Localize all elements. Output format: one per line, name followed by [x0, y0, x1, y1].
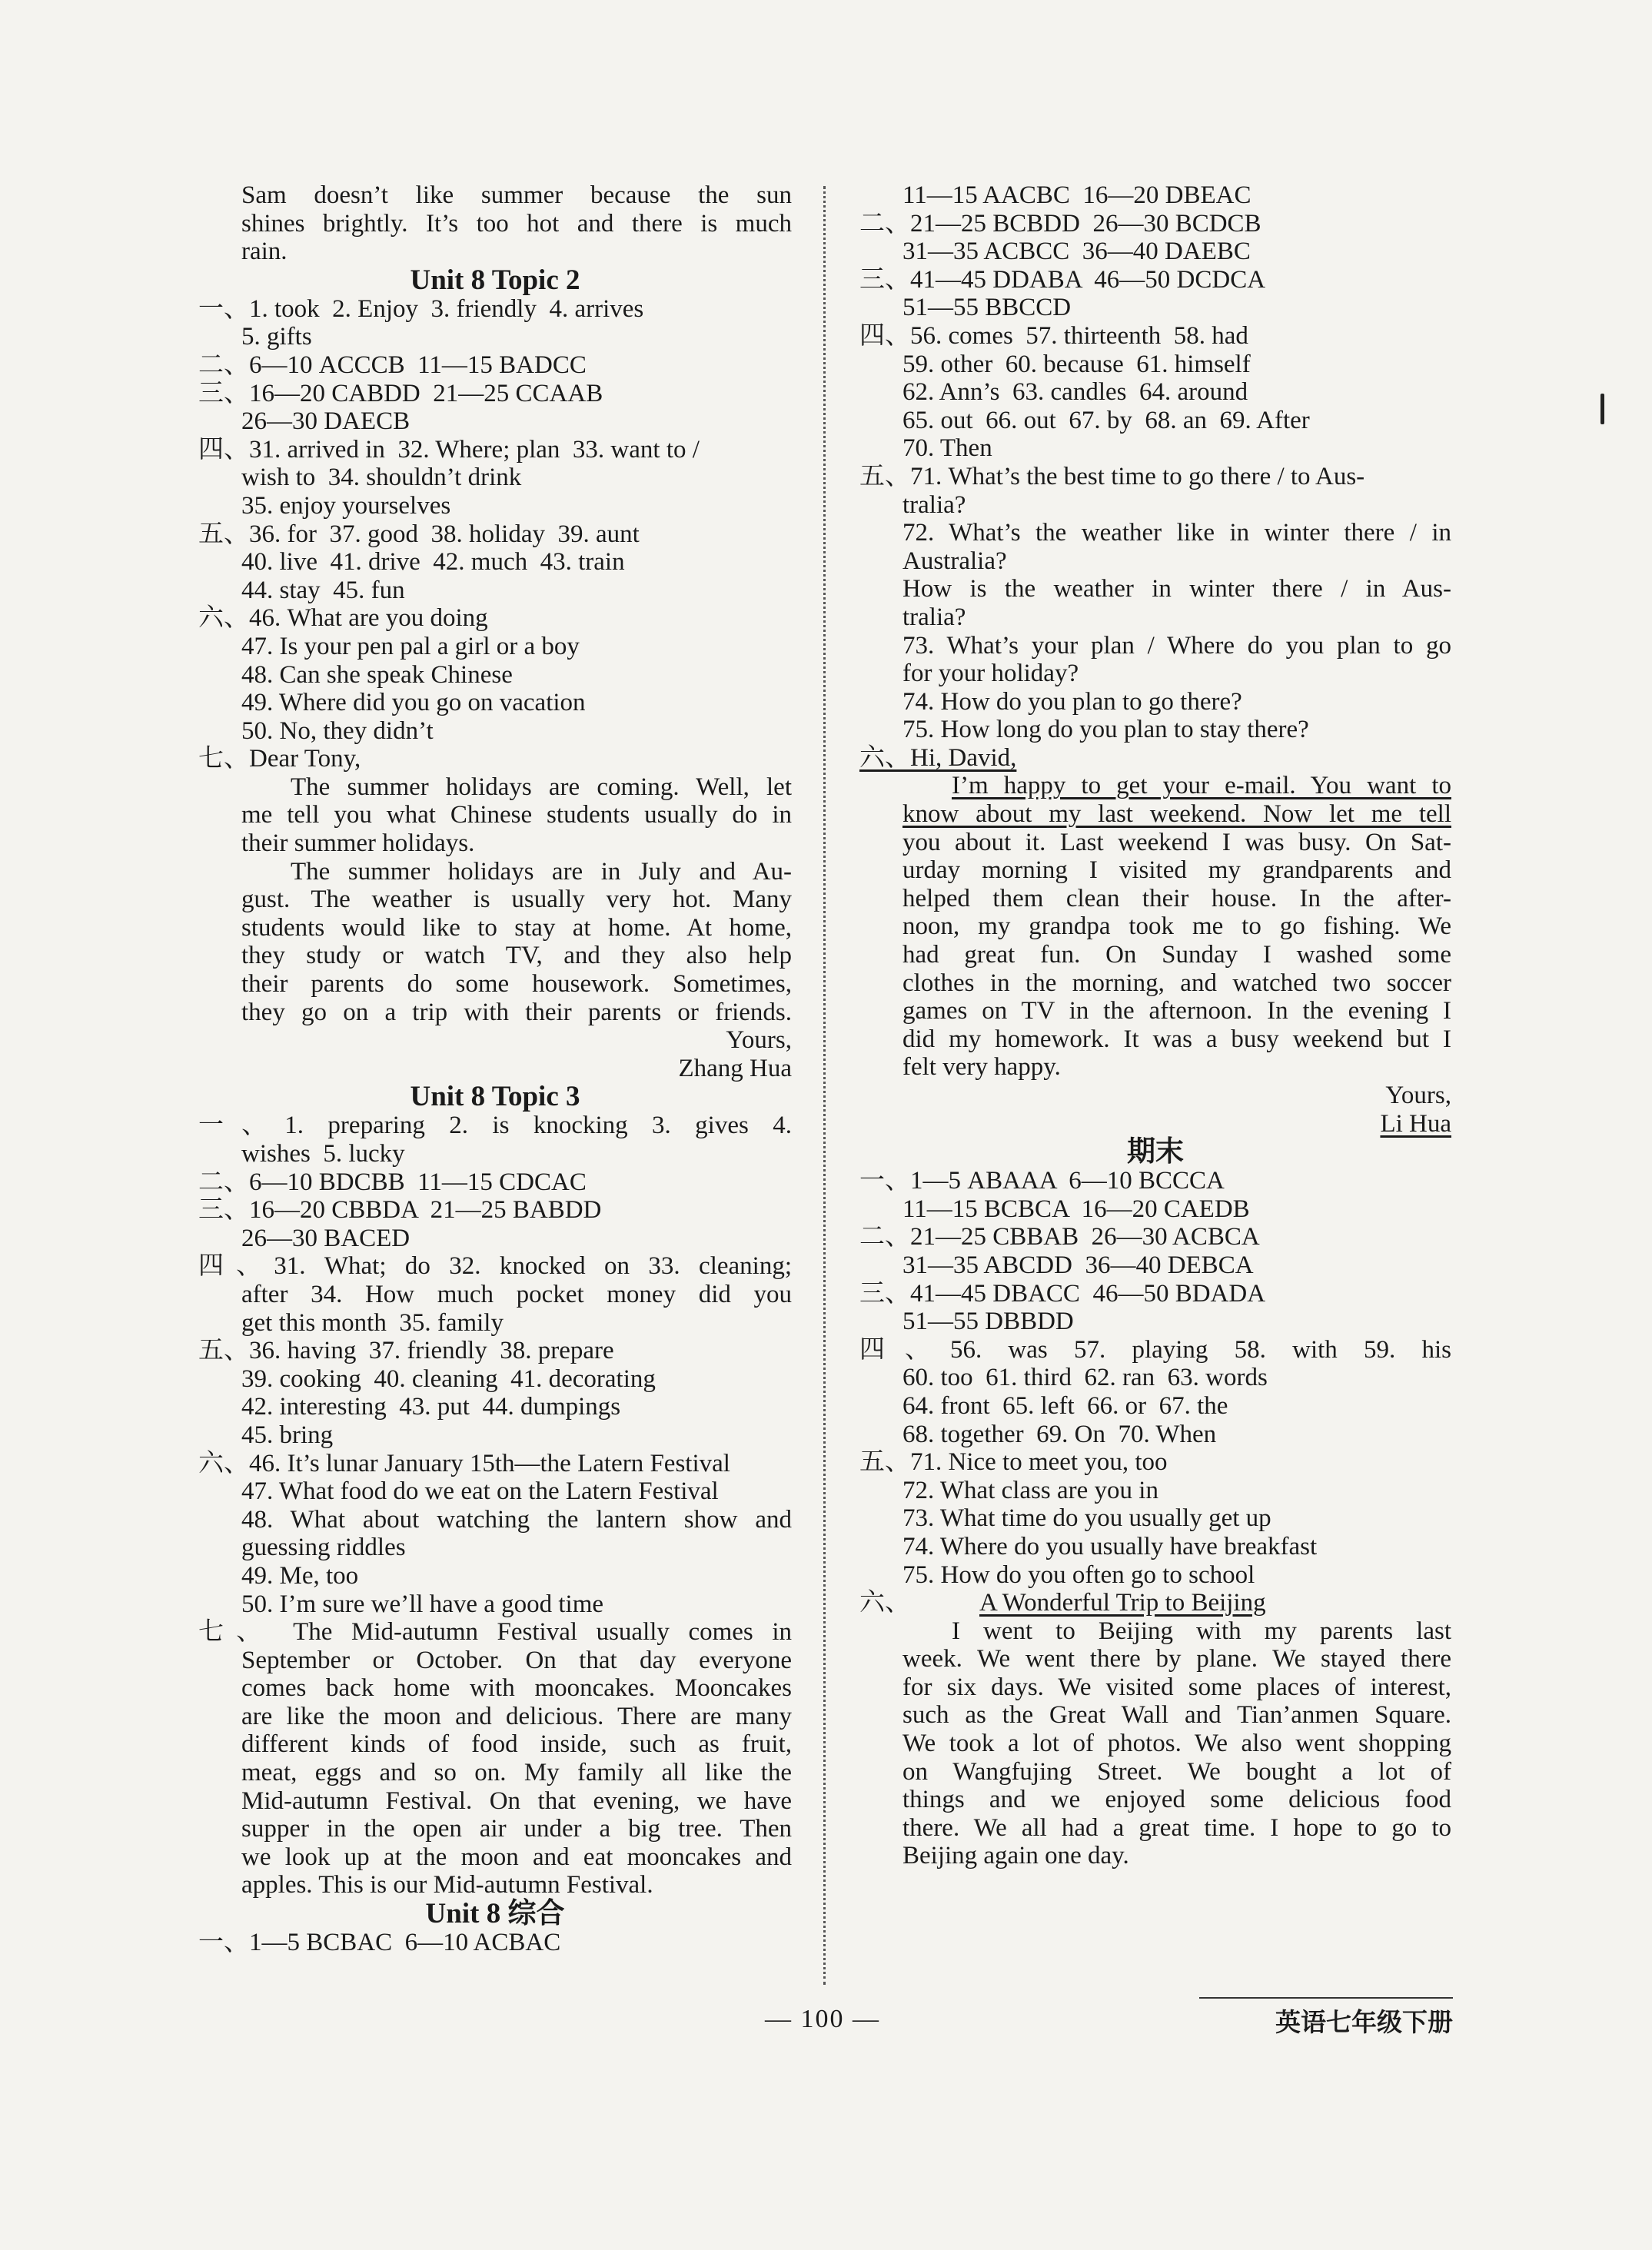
- left-line: [198, 661, 792, 690]
- line-text: 二、21—25 CBBAB 26—30 ACBCA: [859, 1223, 1260, 1251]
- line-text: 35. enjoy yourselves: [241, 491, 451, 520]
- line-text: 三、41—45 DDABA 46—50 DCDCA: [859, 265, 1266, 294]
- right-line: [859, 210, 1451, 238]
- line-text: Li Hua: [1380, 1109, 1451, 1138]
- line-text: me tell you what Chinese students usually do in: [241, 801, 792, 829]
- line-text: rain.: [241, 238, 288, 266]
- line-text: 42. interesting 43. put 44. dumpings: [241, 1393, 621, 1421]
- line-text: clothes in the morning, and watched two soccer: [902, 969, 1451, 997]
- left-line: [198, 1787, 792, 1816]
- line-text: helped them clean their house. In the after-: [902, 884, 1451, 912]
- right-line: [859, 1167, 1451, 1195]
- line-text: 六、46. What are you doing: [198, 604, 488, 633]
- line-text: 四、31. What; do 32. knocked on 33. cleaning;: [198, 1252, 792, 1281]
- line-text: Yours,: [726, 1026, 792, 1055]
- line-text: know about my last weekend. Now let me tell: [902, 800, 1451, 829]
- line-text: you about it. Last weekend I was busy. On Sat-: [902, 828, 1451, 856]
- line-text: comes back home with mooncakes. Mooncakes: [241, 1674, 792, 1703]
- right-line: [859, 1842, 1451, 1870]
- line-text: for six days. We visited some places of interest,: [902, 1673, 1451, 1701]
- line-text: 六、46. It’s lunar January 15th—the Latern Festival: [198, 1449, 730, 1477]
- line-text: guessing riddles: [241, 1534, 406, 1562]
- line-text: 七、 The Mid-autumn Festival usually comes in: [198, 1618, 792, 1647]
- right-line: [859, 1280, 1451, 1308]
- line-text: Unit 8 Topic 2: [410, 264, 580, 296]
- right-line: [859, 1195, 1451, 1224]
- left-line: [198, 1843, 792, 1872]
- line-text: 62. Ann’s 63. candles 64. around: [902, 378, 1248, 407]
- line-text: 47. Is your pen pal a girl or a boy: [241, 632, 580, 660]
- left-line: [198, 886, 792, 914]
- right-line: [859, 1477, 1451, 1505]
- line-text: 75. How do you often go to school: [902, 1560, 1255, 1589]
- left-line: [198, 773, 792, 802]
- line-text: 五、36. having 37. friendly 38. prepare: [198, 1337, 614, 1365]
- scan-mark: [1600, 394, 1604, 424]
- left-line: [198, 351, 792, 380]
- left-line: [198, 1562, 792, 1590]
- line-text: 一、1—5 BCBAC 6—10 ACBAC: [198, 1929, 561, 1957]
- right-line: [859, 716, 1451, 744]
- line-text: 48. Can she speak Chinese: [241, 660, 513, 689]
- left-line: [198, 1506, 792, 1534]
- right-line: [859, 969, 1451, 998]
- line-text: 一、1. preparing 2. is knocking 3. gives 4.: [198, 1112, 792, 1140]
- left-line: [198, 1871, 792, 1899]
- right-line: [859, 1561, 1451, 1590]
- left-line: [198, 238, 792, 266]
- line-text: week. We went there by plane. We stayed there: [902, 1645, 1451, 1673]
- right-line: [859, 463, 1451, 491]
- line-text: such as the Great Wall and Tian’anmen Square.: [902, 1701, 1451, 1730]
- right-line: [859, 1617, 1451, 1646]
- line-text: The summer holidays are in July and Au-: [291, 857, 792, 886]
- right-line: [859, 1110, 1451, 1138]
- line-text: 72. What class are you in: [902, 1476, 1158, 1504]
- line-text: things and we enjoyed some delicious food: [902, 1786, 1451, 1814]
- line-text: 49. Where did you go on vacation: [241, 689, 586, 717]
- line-text: 六、Hi, David,: [859, 743, 1017, 772]
- right-line: [859, 322, 1451, 351]
- essay-title: A Wonderful Trip to Beijing: [979, 1589, 1266, 1617]
- page-number: — 100 —: [765, 2005, 880, 2033]
- left-line: [198, 689, 792, 717]
- line-text: 40. live 41. drive 42. much 43. train: [241, 548, 625, 577]
- left-line: [198, 323, 792, 351]
- left-line: [198, 1225, 792, 1253]
- left-line: [198, 1252, 792, 1281]
- line-text: 一、1—5 ABAAA 6—10 BCCCA: [859, 1167, 1225, 1195]
- right-line: [859, 1786, 1451, 1814]
- left-line: [198, 1618, 792, 1647]
- right-line: [859, 1701, 1451, 1730]
- left-line: [198, 492, 792, 520]
- line-text: 二、6—10 ACCCB 11—15 BADCC: [198, 351, 587, 379]
- right-line: [859, 603, 1451, 632]
- left-line: [198, 548, 792, 577]
- left-line: [198, 1421, 792, 1450]
- right-line: [859, 1025, 1451, 1054]
- line-text: 26—30 BACED: [241, 1224, 411, 1252]
- line-text: 50. I’m sure we’ll have a good time: [241, 1590, 604, 1618]
- left-line: [198, 1337, 792, 1365]
- line-text: I’m happy to get your e-mail. You want to: [952, 772, 1451, 800]
- line-text: 74. Where do you usually have breakfast: [902, 1532, 1318, 1560]
- right-line: [859, 997, 1451, 1025]
- line-text: shines brightly. It’s too hot and there is much: [241, 209, 792, 238]
- right-line: [859, 829, 1451, 857]
- line-text: meat, eggs and so on. My family all like the: [241, 1759, 792, 1787]
- line-text: 5. gifts: [241, 323, 312, 351]
- left-line: [198, 745, 792, 773]
- right-line: [859, 772, 1451, 800]
- left-line: [198, 942, 792, 970]
- line-text: we look up at the moon and eat mooncakes and: [241, 1843, 792, 1871]
- right-line: [859, 1730, 1451, 1758]
- left-line: [198, 1450, 792, 1478]
- right-line: [859, 1421, 1451, 1449]
- left-line: [198, 1759, 792, 1787]
- left-line: [198, 266, 792, 295]
- line-text: 三、16—20 CABDD 21—25 CCAAB: [198, 379, 603, 407]
- line-text: 68. together 69. On 70. When: [902, 1420, 1217, 1448]
- line-text: 49. Me, too: [241, 1561, 359, 1590]
- line-text: tralia?: [902, 490, 966, 519]
- line-text: are like the moon and delicious. There are many: [241, 1702, 792, 1730]
- right-line: [859, 351, 1451, 379]
- right-line: [859, 1053, 1451, 1082]
- left-line: [198, 1647, 792, 1675]
- right-line: [859, 856, 1451, 885]
- line-text: students would like to stay at home. At home,: [241, 913, 792, 942]
- right-line: [859, 294, 1451, 322]
- line-text: 51—55 BBCCD: [902, 294, 1072, 322]
- right-line: [859, 1223, 1451, 1251]
- right-line: [859, 407, 1451, 435]
- line-text: Yours,: [1385, 1082, 1451, 1109]
- left-line: [198, 1082, 792, 1112]
- right-line: [859, 266, 1451, 294]
- right-line: [859, 1336, 1451, 1364]
- right-line: [859, 1138, 1451, 1167]
- left-line: [198, 1929, 792, 1957]
- right-line: [859, 1589, 1451, 1617]
- left-line: [198, 829, 792, 858]
- left-line: [198, 1590, 792, 1619]
- right-line: [859, 744, 1451, 773]
- line-text: 73. What’s your plan / Where do you plan to go: [902, 631, 1451, 660]
- line-text: 七、Dear Tony,: [198, 745, 361, 773]
- right-line: [859, 1673, 1451, 1702]
- line-text: Zhang Hua: [678, 1054, 792, 1082]
- line-text: 一、1. took 2. Enjoy 3. friendly 4. arrives: [198, 294, 644, 323]
- line-text: get this month 35. family: [241, 1308, 504, 1337]
- line-text: 44. stay 45. fun: [241, 576, 405, 604]
- right-line: [859, 941, 1451, 969]
- left-line: [198, 914, 792, 942]
- line-text: We took a lot of photos. We also went shopping: [902, 1730, 1451, 1758]
- left-line: [198, 436, 792, 464]
- left-line: [198, 210, 792, 238]
- left-line: [198, 520, 792, 549]
- left-line: [198, 1168, 792, 1197]
- left-line: [198, 1534, 792, 1562]
- line-text: after 34. How much pocket money did you: [241, 1280, 792, 1308]
- left-line: [198, 1112, 792, 1140]
- line-text: 65. out 66. out 67. by 68. an 69. After: [902, 406, 1310, 434]
- line-text: for your holiday?: [902, 660, 1079, 688]
- right-line: [859, 1251, 1451, 1280]
- right-line: [859, 519, 1451, 547]
- line-text: on Wangfujing Street. We bought a lot of: [902, 1757, 1451, 1786]
- line-text: noon, my grandpa took me to go fishing. We: [902, 912, 1451, 941]
- line-text: 三、41—45 DBACC 46—50 BDADA: [859, 1279, 1266, 1308]
- line-text: they go on a trip with their parents or friends.: [241, 998, 792, 1026]
- line-text: 四、31. arrived in 32. Where; plan 33. want to /: [198, 435, 700, 464]
- right-line: [859, 575, 1451, 603]
- line-text: 二、21—25 BCBDD 26—30 BCDCB: [859, 209, 1261, 238]
- right-line: [859, 378, 1451, 407]
- left-column: [198, 181, 792, 1957]
- line-text: 11—15 BCBCA 16—20 CAEDB: [902, 1195, 1250, 1223]
- line-text: 26—30 DAECB: [241, 407, 411, 436]
- line-text: How is the weather in winter there / in Aus-: [902, 575, 1451, 603]
- left-line: [198, 1055, 792, 1083]
- left-line: [198, 1196, 792, 1225]
- line-text: 五、36. for 37. good 38. holiday 39. aunt: [198, 520, 640, 548]
- line-text: supper in the open air under a big tree. Then: [241, 1815, 792, 1843]
- line-text: 五、71. What’s the best time to go there / to Aus-: [859, 462, 1365, 490]
- left-line: [198, 1703, 792, 1731]
- left-line: [198, 1730, 792, 1759]
- line-text: their parents do some housework. Sometimes,: [241, 970, 792, 999]
- line-text: 47. What food do we eat on the Latern Festival: [241, 1477, 719, 1506]
- left-line: [198, 380, 792, 408]
- left-line: [198, 717, 792, 746]
- line-text: 73. What time do you usually get up: [902, 1504, 1271, 1533]
- line-text: I went to Beijing with my parents last: [952, 1617, 1451, 1645]
- line-text: 64. front 65. left 66. or 67. the: [902, 1391, 1228, 1420]
- left-line: [198, 1815, 792, 1843]
- line-text: Beijing again one day.: [902, 1842, 1129, 1870]
- line-text: 75. How long do you plan to stay there?: [902, 716, 1309, 744]
- left-line: [198, 1140, 792, 1168]
- line-text: 31—35 ABCDD 36—40 DEBCA: [902, 1251, 1254, 1279]
- line-text: 四、56. comes 57. thirteenth 58. had: [859, 321, 1248, 350]
- line-text: Sam doesn’t like summer because the sun: [241, 181, 792, 209]
- line-text: wish to 34. shouldn’t drink: [241, 464, 522, 492]
- right-line: [859, 181, 1451, 210]
- line-text: 39. cooking 40. cleaning 41. decorating: [241, 1364, 656, 1393]
- right-line: [859, 688, 1451, 716]
- line-text: wishes 5. lucky: [241, 1140, 405, 1168]
- left-line: [198, 295, 792, 324]
- line-text: there. We all had a great time. I hope to go to: [902, 1813, 1451, 1842]
- right-line: [859, 238, 1451, 266]
- footer-rule: [1199, 1997, 1453, 1999]
- left-line: [198, 633, 792, 661]
- line-text: 六、: [859, 1589, 910, 1617]
- right-line: [859, 660, 1451, 688]
- left-line: [198, 181, 792, 210]
- left-line: [198, 1026, 792, 1055]
- line-text: 31—35 ACBCC 36—40 DAEBC: [902, 238, 1251, 266]
- line-text: had great fun. On Sunday I washed some: [902, 941, 1451, 969]
- right-line: [859, 1645, 1451, 1673]
- line-text: 45. bring: [241, 1421, 334, 1449]
- line-text: did my homework. It was a busy weekend but I: [902, 1025, 1451, 1053]
- right-line: [859, 491, 1451, 520]
- right-line: [859, 434, 1451, 463]
- right-line: [859, 1504, 1451, 1533]
- right-line: [859, 1364, 1451, 1392]
- line-text: 五、71. Nice to meet you, too: [859, 1448, 1168, 1477]
- line-text: games on TV in the afternoon. In the evening I: [902, 997, 1451, 1025]
- right-line: [859, 1758, 1451, 1786]
- line-text: gust. The weather is usually very hot. Many: [241, 886, 792, 914]
- right-line: [859, 885, 1451, 913]
- line-text: felt very happy.: [902, 1053, 1061, 1082]
- right-line: [859, 1533, 1451, 1561]
- line-text: 三、16—20 CBBDA 21—25 BABDD: [198, 1196, 602, 1225]
- line-text: Unit 8 Topic 3: [410, 1081, 580, 1113]
- left-line: [198, 604, 792, 633]
- line-text: 四、56. was 57. playing 58. with 59. his: [859, 1335, 1451, 1364]
- book-title: 英语七年级下册: [1275, 2007, 1453, 2037]
- line-text: 74. How do you plan to go there?: [902, 687, 1242, 716]
- left-line: [198, 1477, 792, 1506]
- line-text: Australia?: [902, 547, 1007, 575]
- right-line: [859, 912, 1451, 941]
- right-line: [859, 1448, 1451, 1477]
- line-text: different kinds of food inside, such as fruit,: [241, 1730, 792, 1759]
- column-divider: [823, 186, 826, 1985]
- right-line: [859, 800, 1451, 829]
- left-line: [198, 999, 792, 1027]
- right-line: [859, 1082, 1451, 1110]
- line-text: 50. No, they didn’t: [241, 716, 434, 745]
- line-text: 51—55 DBBDD: [902, 1308, 1074, 1336]
- right-line: [859, 1392, 1451, 1421]
- left-line: [198, 1674, 792, 1703]
- line-text: apples. This is our Mid-autumn Festival.: [241, 1871, 653, 1899]
- left-line: [198, 858, 792, 886]
- line-text: 70. Then: [902, 434, 992, 463]
- left-line: [198, 801, 792, 829]
- left-line: [198, 1365, 792, 1394]
- left-line: [198, 1281, 792, 1309]
- right-line: [859, 547, 1451, 576]
- line-text: 60. too 61. third 62. ran 63. words: [902, 1364, 1268, 1392]
- line-text: urday morning I visited my grandparents and: [902, 856, 1451, 885]
- right-line: [859, 1308, 1451, 1336]
- left-line: [198, 1309, 792, 1338]
- line-text: September or October. On that day everyone: [241, 1646, 792, 1674]
- left-line: [198, 1393, 792, 1421]
- line-text: 二、6—10 BDCBB 11—15 CDCAC: [198, 1168, 587, 1196]
- line-text: their summer holidays.: [241, 829, 475, 858]
- line-text: 11—15 AACBC 16—20 DBEAC: [902, 181, 1251, 209]
- line-text: Unit 8 综合: [425, 1898, 565, 1930]
- line-text: they study or watch TV, and they also help: [241, 942, 792, 970]
- line-text: tralia?: [902, 603, 966, 631]
- line-text: The summer holidays are coming. Well, let: [291, 773, 792, 801]
- line-text: 期末: [1127, 1136, 1184, 1168]
- line-text: Mid-autumn Festival. On that evening, we have: [241, 1786, 792, 1815]
- line-text: 48. What about watching the lantern show and: [241, 1505, 792, 1534]
- right-line: [859, 1814, 1451, 1843]
- line-text: 72. What’s the weather like in winter there / in: [902, 519, 1451, 547]
- left-line: [198, 464, 792, 492]
- right-line: [859, 632, 1451, 660]
- right-column: [859, 181, 1451, 1870]
- left-line: [198, 970, 792, 999]
- left-line: [198, 577, 792, 605]
- left-line: [198, 1899, 792, 1929]
- left-line: [198, 407, 792, 436]
- line-text: 59. other 60. because 61. himself: [902, 350, 1251, 378]
